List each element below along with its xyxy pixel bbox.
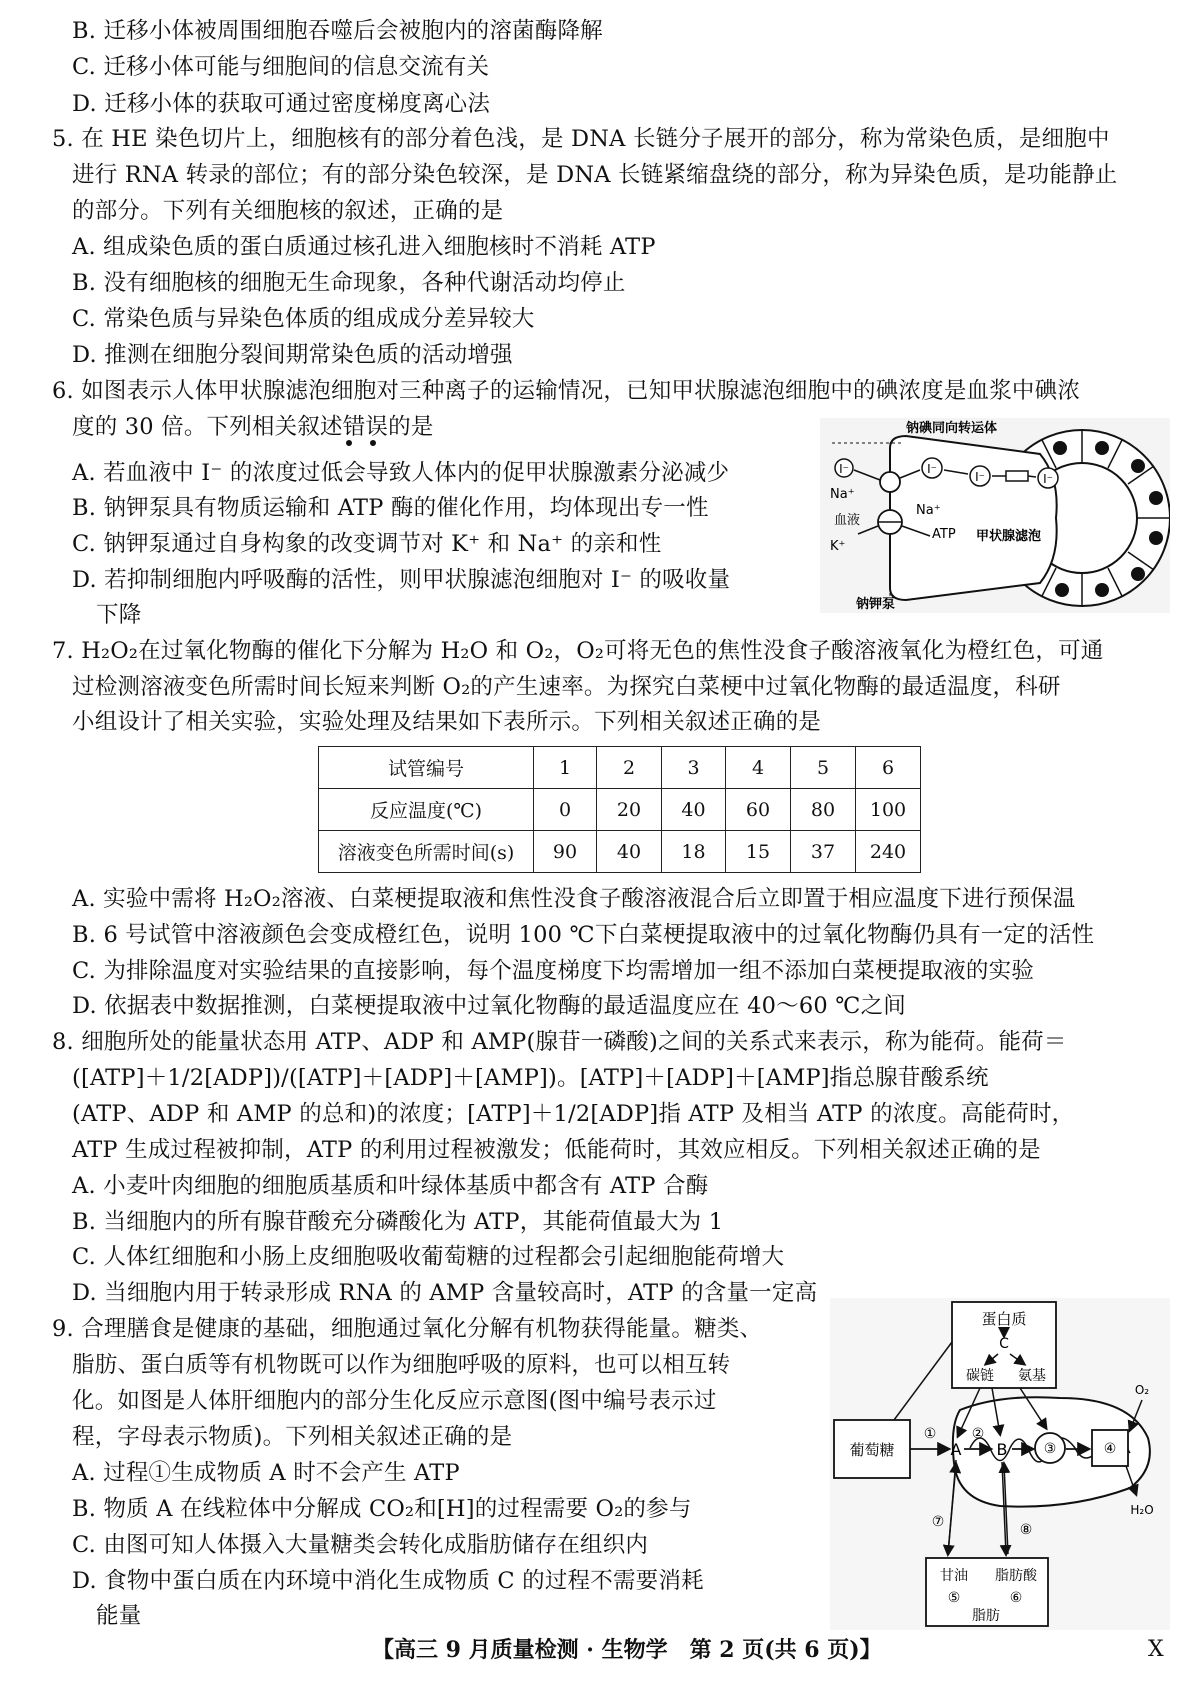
q6-option-c: C. 钠钾泵通过自身构象的改变调节对 K⁺ 和 Na⁺ 的亲和性 — [72, 531, 662, 557]
svg-text:H₂O: H₂O — [1130, 1503, 1154, 1517]
table-cell: 40 — [662, 789, 726, 831]
table-cell: 90 — [534, 831, 597, 873]
table-cell: 15 — [726, 831, 791, 873]
svg-text:B: B — [996, 1440, 1008, 1459]
table-cell: 反应温度(℃) — [319, 789, 534, 831]
q8-option-a: A. 小麦叶肉细胞的细胞质基质和叶绿体基质中都含有 ATP 合酶 — [72, 1173, 709, 1199]
table-cell: 18 — [662, 831, 726, 873]
q9-option-d: D. 食物中蛋白质在内环境中消化生成物质 C 的过程不需要消耗 — [72, 1568, 704, 1594]
svg-text:Na⁺: Na⁺ — [830, 487, 855, 502]
footer-code: X — [1148, 1637, 1164, 1662]
liver-metabolism-figure — [830, 1298, 1170, 1630]
svg-text:I⁻: I⁻ — [975, 470, 985, 484]
svg-text:钠碘同向转运体: 钠碘同向转运体 — [906, 421, 998, 436]
q5-stem-line: 的部分。下列有关细胞核的叙述，正确的是 — [72, 198, 504, 224]
q5-stem-line: 5. 在 HE 染色切片上，细胞核有的部分着色浅，是 DNA 长链分子展开的部分，称为常染色质，是细胞中 — [52, 126, 1110, 152]
q5-option-c: C. 常染色质与异染色体质的组成成分差异较大 — [72, 306, 535, 332]
q8-option-d: D. 当细胞内用于转录形成 RNA 的 AMP 含量较高时，ATP 的含量一定高 — [72, 1280, 818, 1306]
svg-text:钠钾泵: 钠钾泵 — [856, 597, 896, 612]
q8-stem-line: 8. 细胞所处的能量状态用 ATP、ADP 和 AMP(腺苷一磷酸)之间的关系式来表示，称为能荷。能荷＝ — [52, 1029, 1067, 1055]
table-cell: 37 — [791, 831, 856, 873]
table-cell: 4 — [726, 747, 791, 789]
q6-stem-line: 6. 如图表示人体甲状腺滤泡细胞对三种离子的运输情况，已知甲状腺滤泡细胞中的碘浓度是血浆中碘浓 — [52, 378, 1081, 404]
q4-option-d: D. 迁移小体的获取可通过密度梯度离心法 — [72, 91, 491, 117]
svg-text:④: ④ — [1103, 1441, 1117, 1457]
q7-option-d: D. 依据表中数据推测，白菜梗提取液中过氧化物酶的最适温度应在 40～60 ℃之间 — [72, 993, 906, 1019]
q9-stem-line: 9. 合理膳食是健康的基础，细胞通过氧化分解有机物获得能量。糖类、 — [52, 1316, 763, 1342]
svg-text:Na⁺: Na⁺ — [916, 503, 941, 518]
q5-option-a: A. 组成染色质的蛋白质通过核孔进入细胞核时不消耗 ATP — [72, 234, 656, 260]
q9-option-c: C. 由图可知人体摄入大量糖类会转化成脂肪储存在组织内 — [72, 1532, 649, 1558]
svg-text:⑥: ⑥ — [1009, 1590, 1023, 1606]
svg-text:K⁺: K⁺ — [830, 539, 846, 554]
q8-stem-line: (ATP、ADP 和 AMP 的总和)的浓度；[ATP]＋1/2[ADP]指 ATP 及相当 ATP 的浓度。高能荷时， — [72, 1101, 1075, 1127]
table-cell: 5 — [791, 747, 856, 789]
table-cell: 0 — [534, 789, 597, 831]
table-row — [319, 831, 921, 873]
q7-option-b: B. 6 号试管中溶液颜色会变成橙红色，说明 100 ℃下白菜梗提取液中的过氧化物酶仍具有一定的活性 — [72, 922, 1095, 948]
q9-option-b: B. 物质 A 在线粒体中分解成 CO₂和[H]的过程需要 O₂的参与 — [72, 1496, 692, 1522]
q6-option-b: B. 钠钾泵具有物质运输和 ATP 酶的催化作用，均体现出专一性 — [72, 495, 709, 521]
q6-option-a: A. 若血液中 I⁻ 的浓度过低会导致人体内的促甲状腺激素分泌减少 — [72, 460, 730, 486]
svg-text:A: A — [950, 1440, 962, 1459]
table-row — [319, 747, 921, 789]
svg-text:①: ① — [923, 1426, 937, 1442]
q7-option-a: A. 实验中需将 H₂O₂溶液、白菜梗提取液和焦性没食子酸溶液混合后立即置于相应温度下进行预保温 — [72, 886, 1076, 912]
q4-option-c: C. 迁移小体可能与细胞间的信息交流有关 — [72, 54, 490, 80]
experiment-table — [318, 746, 921, 873]
table-cell: 溶液变色所需时间(s) — [319, 831, 534, 873]
table-cell: 试管编号 — [319, 747, 534, 789]
svg-text:③: ③ — [1043, 1441, 1057, 1457]
table-cell: 100 — [856, 789, 921, 831]
emphasis-dot — [370, 440, 376, 446]
q6-stem-line: 度的 30 倍。下列相关叙述错误的是 — [72, 414, 434, 440]
svg-text:⑧: ⑧ — [1019, 1522, 1033, 1538]
svg-text:O₂: O₂ — [1134, 1383, 1150, 1397]
svg-text:蛋白质: 蛋白质 — [981, 1310, 1027, 1328]
q9-option-a: A. 过程①生成物质 A 时不会产生 ATP — [72, 1460, 460, 1486]
svg-text:甲状腺滤泡: 甲状腺滤泡 — [976, 529, 1042, 544]
q7-stem-line: 过检测溶液变色所需时间长短来判断 O₂的产生速率。为探究白菜梗中过氧化物酶的最适温度，科研 — [72, 674, 1061, 700]
cotransporter-icon — [880, 472, 900, 492]
svg-text:I⁻: I⁻ — [927, 462, 937, 476]
emphasis-dot — [346, 440, 352, 446]
q9-option-d-cont: 能量 — [96, 1603, 142, 1629]
table-cell: 240 — [856, 831, 921, 873]
footer-title: 【高三 9 月质量检测 · 生物学 第 2 页(共 6 页)】 — [372, 1637, 882, 1663]
enlarged-cell — [890, 436, 1057, 600]
svg-text:葡萄糖: 葡萄糖 — [849, 1441, 895, 1459]
svg-text:甘油: 甘油 — [940, 1568, 968, 1584]
q5-option-d: D. 推测在细胞分裂间期常染色质的活动增强 — [72, 342, 513, 368]
svg-text:②: ② — [971, 1426, 985, 1442]
table-cell: 1 — [534, 747, 597, 789]
q9-stem-line: 脂肪、蛋白质等有机物既可以作为细胞呼吸的原料，也可以相互转 — [72, 1352, 731, 1378]
q9-stem-line: 化。如图是人体肝细胞内的部分生化反应示意图(图中编号表示过 — [72, 1388, 717, 1414]
q6-option-d: D. 若抑制细胞内呼吸酶的活性，则甲状腺滤泡细胞对 I⁻ 的吸收量 — [72, 567, 731, 593]
svg-text:脂肪酸: 脂肪酸 — [995, 1568, 1037, 1584]
q7-option-c: C. 为排除温度对实验结果的直接影响，每个温度梯度下均需增加一组不添加白菜梗提取液的实验 — [72, 958, 1035, 984]
svg-text:血液: 血液 — [834, 513, 861, 528]
svg-text:⑦: ⑦ — [931, 1514, 945, 1530]
svg-text:脂肪: 脂肪 — [972, 1608, 1000, 1624]
q4-option-b: B. 迁移小体被周围细胞吞噬后会被胞内的溶菌酶降解 — [72, 18, 603, 44]
q8-option-b: B. 当细胞内的所有腺苷酸充分磷酸化为 ATP，其能荷值最大为 1 — [72, 1209, 724, 1235]
table-cell: 2 — [597, 747, 662, 789]
svg-text:碳链: 碳链 — [966, 1368, 994, 1384]
q6-option-d-cont: 下降 — [96, 602, 142, 628]
table-row — [319, 789, 921, 831]
table-cell: 60 — [726, 789, 791, 831]
q7-stem-line: 7. H₂O₂在过氧化物酶的催化下分解为 H₂O 和 O₂，O₂可将无色的焦性没食子酸溶液氧化为橙红色，可通 — [52, 638, 1104, 664]
svg-text:C: C — [999, 1336, 1009, 1352]
q9-stem-line: 程，字母表示物质)。下列相关叙述正确的是 — [72, 1424, 513, 1450]
q5-stem-line: 进行 RNA 转录的部位；有的部分染色较深，是 DNA 长链紧缩盘绕的部分，称为异染色质，是功能静止 — [72, 162, 1118, 188]
q7-stem-line: 小组设计了相关实验，实验处理及结果如下表所示。下列相关叙述正确的是 — [72, 709, 822, 735]
table-cell: 3 — [662, 747, 726, 789]
svg-text:ATP: ATP — [932, 527, 956, 542]
svg-text:氨基: 氨基 — [1018, 1368, 1046, 1384]
svg-text:⑤: ⑤ — [947, 1590, 961, 1606]
q8-option-c: C. 人体红细胞和小肠上皮细胞吸收葡萄糖的过程都会引起细胞能荷增大 — [72, 1244, 785, 1270]
q5-option-b: B. 没有细胞核的细胞无生命现象，各种代谢活动均停止 — [72, 270, 626, 296]
q8-stem-line: ATP 生成过程被抑制，ATP 的利用过程被激发；低能荷时，其效应相反。下列相关叙述正确的是 — [72, 1137, 1041, 1163]
q8-stem-line: ([ATP]＋1/2[ADP])/([ATP]＋[ADP]＋[AMP])。[ATP]＋[ADP]＋[AMP]指总腺苷酸系统 — [72, 1065, 989, 1091]
table-cell: 6 — [856, 747, 921, 789]
svg-text:I⁻: I⁻ — [1043, 472, 1053, 486]
table-cell: 80 — [791, 789, 856, 831]
table-cell: 20 — [597, 789, 662, 831]
thyroid-follicle-figure — [820, 418, 1170, 613]
svg-text:I⁻: I⁻ — [839, 462, 849, 476]
table-cell: 40 — [597, 831, 662, 873]
